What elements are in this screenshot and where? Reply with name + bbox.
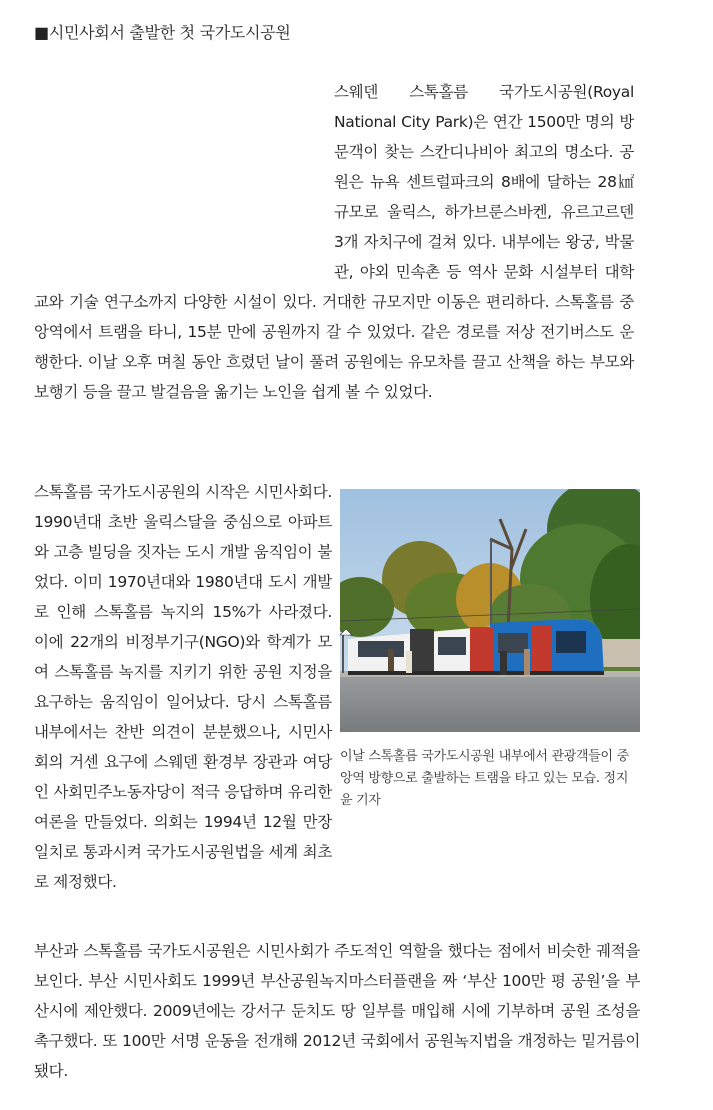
paragraph-text: 스톡홀름 국가도시공원의 시작은 시민사회다. 1990년대 초반 울릭스달을 중심으로 아파트와 고층 빌딩을 짓자는 도시 개발 움직임이 불었다. 이미 1970년대와 1980년대 도시 개발로 인해 스톡홀름 녹지의 15%가 사라졌다. 이에 22개의 비정부기구(NGO)와 학계가 모여 스톡홀름 녹지를 지키기 위한 공원 지정을 요구하는 움직임이 일어났다. 당시 스톡홀름 내부에서는 찬반 의견이 분분했으나, 시민사회의 거센 요구에 스웨덴 환경부 장관과 여당인 사회민주노동자당이 적극 응답하며 유리한 여론을 만들었다. 의회는 1994년 12월 만장일치로 통과시켜 국가도시공원법을 세계 최초로 제정했다. bbox=[34, 483, 332, 891]
photo-caption: 이날 스톡홀름 국가도시공원 내부에서 관광객들이 중앙역 방향으로 출발하는 트램을 타고 있는 모습. 정지윤 기자 bbox=[340, 749, 629, 808]
text-wrap-spacer bbox=[34, 77, 334, 287]
photo-figure bbox=[340, 489, 640, 812]
article-paragraph bbox=[34, 936, 640, 1086]
paragraph-text: 부산과 스톡홀름 국가도시공원은 시민사회가 주도적인 역할을 했다는 점에서 비슷한 궤적을 보인다. 부산 시민사회도 1999년 부산공원녹지마스터플랜을 짜 ‘부산 100만 평 공원’을 부산시에 제안했다. 2009년에는 강서구 둔치도 땅 일부를 매입해 시에 기부하며 공원 조성을 촉구했다. 또 100만 서명 운동을 전개해 2012년 국회에서 공원녹지법을 개정하는 밑거름이 됐다. bbox=[34, 942, 640, 1080]
tram-photo bbox=[340, 489, 640, 732]
paragraph-text: 스웨덴 스톡홀름 국가도시공원(Royal National City Park)은 연간 1500만 명의 방문객이 찾는 스칸디나비아 최고의 명소다. 공원은 뉴욕 센트럴파크의 8배에 달하는 28㎢ 규모로 울릭스, 하가브룬스바켄, 유르고르덴 3개 자치구에 걸쳐 있다. 내부에는 왕궁, 박물관, 야외 민속촌 등 역사 문화 시설부터 대학교와 기술 연구소까지 다양한 시설이 있다. 거대한 규모지만 이동은 편리하다. 스톡홀름 중앙역에서 트램을 타니, 15분 만에 공원까지 갈 수 있었다. 같은 경로를 저상 전기버스도 운행한다. 이날 오후 며칠 동안 흐렸던 날이 풀려 공원에는 유모차를 끌고 산책을 하는 부모와 보행기 등을 끌고 발걸음을 옮기는 노인을 쉽게 볼 수 있었다. bbox=[34, 83, 634, 401]
section-subhead: ■시민사회서 출발한 첫 국가도시공원 bbox=[34, 23, 291, 42]
article-paragraph bbox=[34, 77, 634, 407]
